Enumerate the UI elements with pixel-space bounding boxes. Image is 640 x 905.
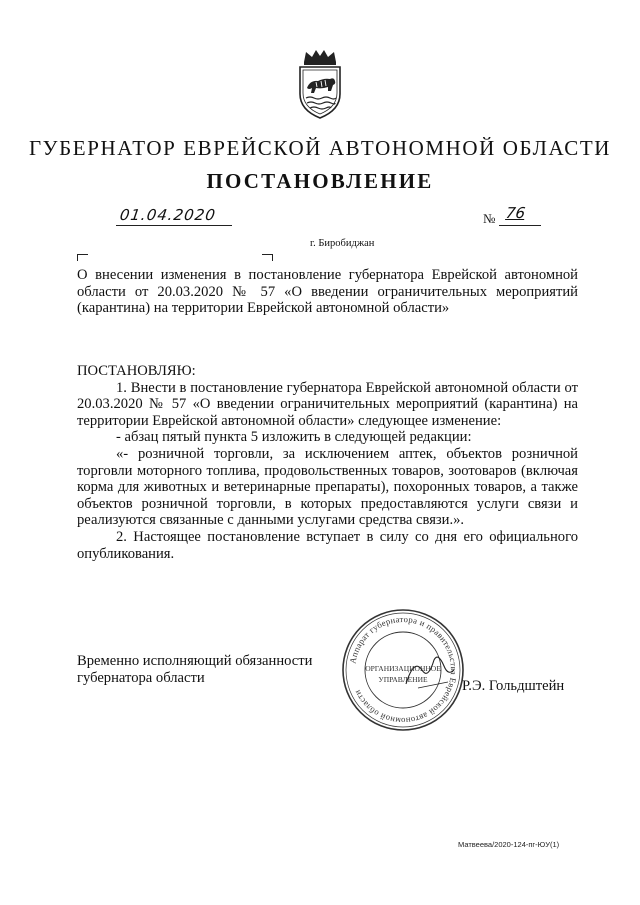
item-1-subparagraph: - абзац пятый пункта 5 изложить в следующей редакции:: [116, 429, 472, 446]
handwritten-number: 76: [504, 204, 527, 222]
subject-line: (карантина) на территории Еврейской автономной области»: [77, 300, 450, 317]
stamp-inner-line: УПРАВЛЕНИЕ: [378, 675, 428, 684]
stamp-inner-line: ОРГАНИЗАЦИОННОЕ: [365, 664, 441, 673]
item-1-quoted-text: «- розничной торговли, за исключением аптек, объектов розничной торговли моторного топлива, продовольственных товаров, зоотоваров (включая корма для животных и ветеринарные препараты), похоронных товаров, а также объектов розничной торговли, в которых предоставляются услуги связи и реализуются связанные с данными услугами средства связи.».: [77, 445, 578, 529]
subject-bracket-left: [77, 254, 88, 261]
subject-bracket-right: [262, 254, 273, 261]
signatory-title-line: губернатора области: [77, 670, 205, 686]
decree-heading: ПОСТАНОВЛЯЮ:: [77, 363, 196, 379]
number-underline: [499, 225, 541, 226]
signatory-name: Р.Э. Гольдштейн: [462, 678, 565, 694]
item-1: 1. Внести в постановление губернатора Еврейской автономной области от 20.03.2020 № 57 «О введении ограничительных мероприятий (карантина) на территории Еврейской автономной области» следующее изменение:: [77, 379, 578, 429]
stamp-ring-text: Аппарат губернатора и правительства Еврейской автономной области: [347, 613, 460, 727]
coat-of-arms-emblem: [292, 48, 348, 120]
subject-line: области от 20.03.2020 № 57 «О введении ограничительных мероприятий: [77, 283, 578, 300]
signatory-title-line: Временно исполняющий обязанности: [77, 653, 313, 669]
city-label: г. Биробиджан: [310, 238, 375, 249]
date-underline: [116, 225, 232, 226]
handwritten-signature: [400, 640, 460, 700]
subject-line: О внесении изменения в постановление губернатора Еврейской автономной: [77, 267, 578, 283]
document-reference: Матвеева/2020-124-пг-ЮУ(1): [458, 840, 560, 849]
item-2: 2. Настоящее постановление вступает в силу со дня его официального опубликования.: [77, 528, 578, 562]
issuing-authority: ГУБЕРНАТОР ЕВРЕЙСКОЙ АВТОНОМНОЙ ОБЛАСТИ: [28, 136, 612, 160]
number-label: №: [483, 211, 496, 226]
document-body: [77, 363, 578, 562]
handwritten-date: 01.04.2020: [118, 206, 218, 224]
document-subject: [77, 267, 578, 317]
signatory-title: [77, 653, 357, 687]
document-type-title: ПОСТАНОВЛЕНИЕ: [206, 169, 434, 193]
